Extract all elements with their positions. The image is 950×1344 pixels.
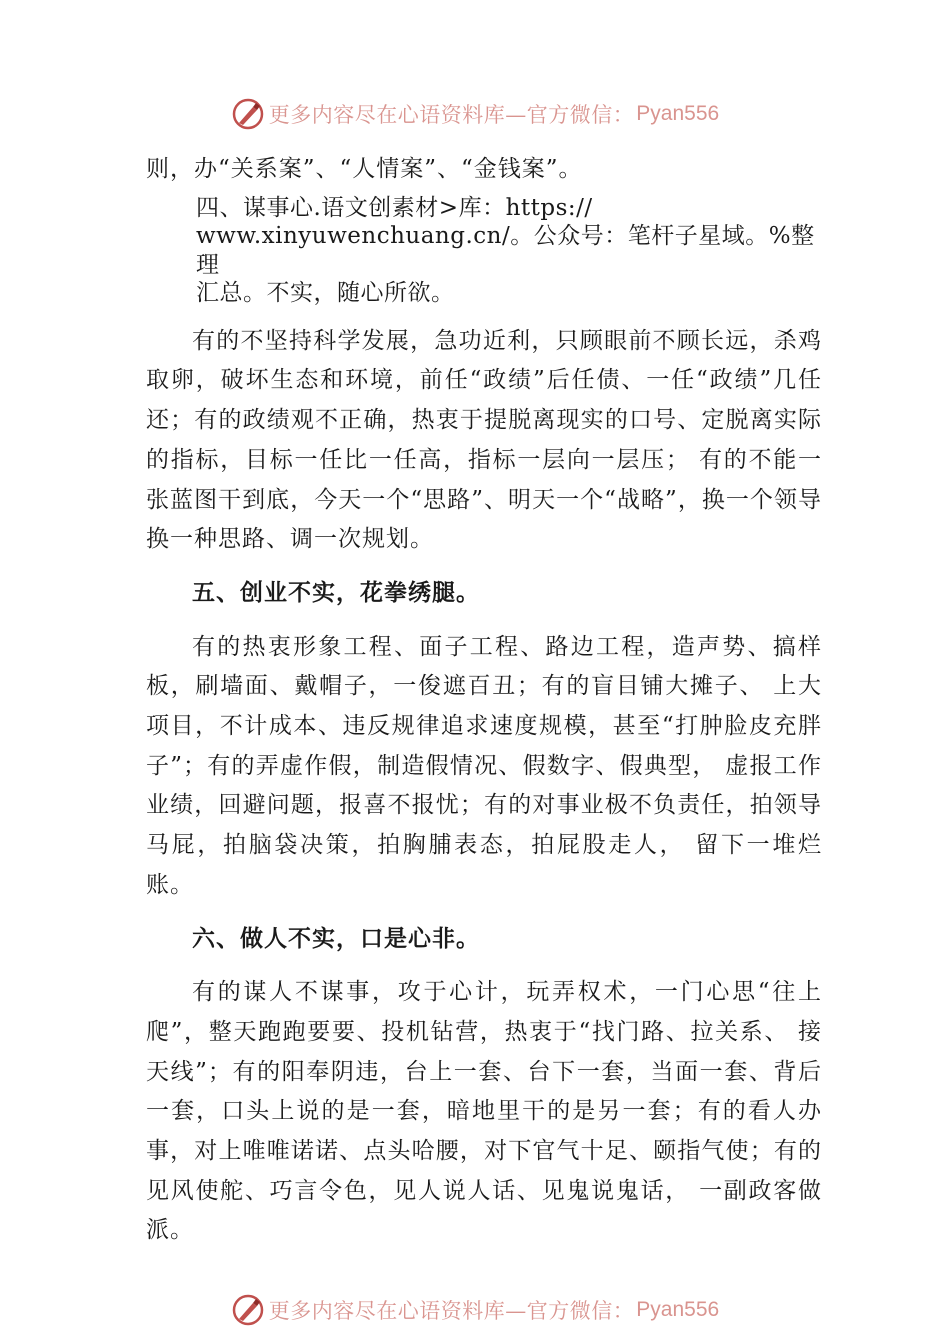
paragraph-section-six: 有的谋人不谋事，攻于心计，玩弄权术，一门心思“往上爬”，整天跑跑要要、投机钻营，热衷于“找门路、拉关系、 接天线”；有的阳奉阴违，台上一套、台下一套，当面一套、背后一套，口头上说的是一套，暗地里干的是另一套；有的看人办事，对上唯唯诺诺、点头哈腰，对下官气十足、颐指气使；有的见风使舵、巧言令色，见人说人话、见鬼说鬼话， 一副政客做派。 xyxy=(146,979,822,1244)
section-six-heading: 六、做人不实，口是心非。 xyxy=(192,925,480,952)
paragraph-section-four: 有的不坚持科学发展，急功近利，只顾眼前不顾长远，杀鸡取卵，破坏生态和环境，前任“政绩”后任债、一任“政绩”几任还；有的政绩观不正确，热衷于提脱离现实的口号、定脱离实际的指标，目标一任比一任高，指标一层向一层压； 有的不能一张蓝图干到底，今天一个“思路”、明天一个“战略”，换一个领导换一种思路、调一次规划。 xyxy=(146,327,822,553)
banner-wechat-id: Pyan556 xyxy=(636,1298,720,1321)
banner-text: 更多内容尽在心语资料库—官方微信： xyxy=(268,1299,635,1323)
banner-wechat-id: Pyan556 xyxy=(636,102,720,125)
banner-text: 更多内容尽在心语资料库—官方微信： xyxy=(268,103,635,127)
footer-banner xyxy=(0,1290,950,1330)
paragraph-section-five: 有的热衷形象工程、面子工程、路边工程，造声势、搞样板，刷墙面、戴帽子，一俊遮百丑；有的盲目铺大摊子、 上大项目，不计成本、违反规律追求速度规模，甚至“打肿脸皮充胖子”；有的弄虚作假，制造假情况、假数字、假典型， 虚报工作业绩，回避问题，报喜不报忧；有的对事业极不负责任，拍领导马屁，拍脑袋决策，拍胸脯表态，拍屁股走人， 留下一堆烂账。 xyxy=(146,633,822,898)
pen-logo-icon xyxy=(231,1293,265,1327)
section-four-line-2: www.xinyuwenchuang.cn/。公众号：笔杆子星域。%整理 xyxy=(196,223,815,278)
pen-logo-icon xyxy=(231,97,265,131)
paragraph-continuation: 则，办“关系案”、“人情案”、“金钱案”。 xyxy=(146,156,583,182)
header-banner xyxy=(0,94,950,134)
section-four-line-1: 四、谋事心.语文创素材>库：https:// xyxy=(196,194,593,221)
section-four-heading xyxy=(196,194,822,308)
section-four-line-3: 汇总。不实，随心所欲。 xyxy=(196,280,455,307)
document-body xyxy=(146,150,822,1265)
section-five-heading: 五、创业不实，花拳绣腿。 xyxy=(192,579,480,606)
